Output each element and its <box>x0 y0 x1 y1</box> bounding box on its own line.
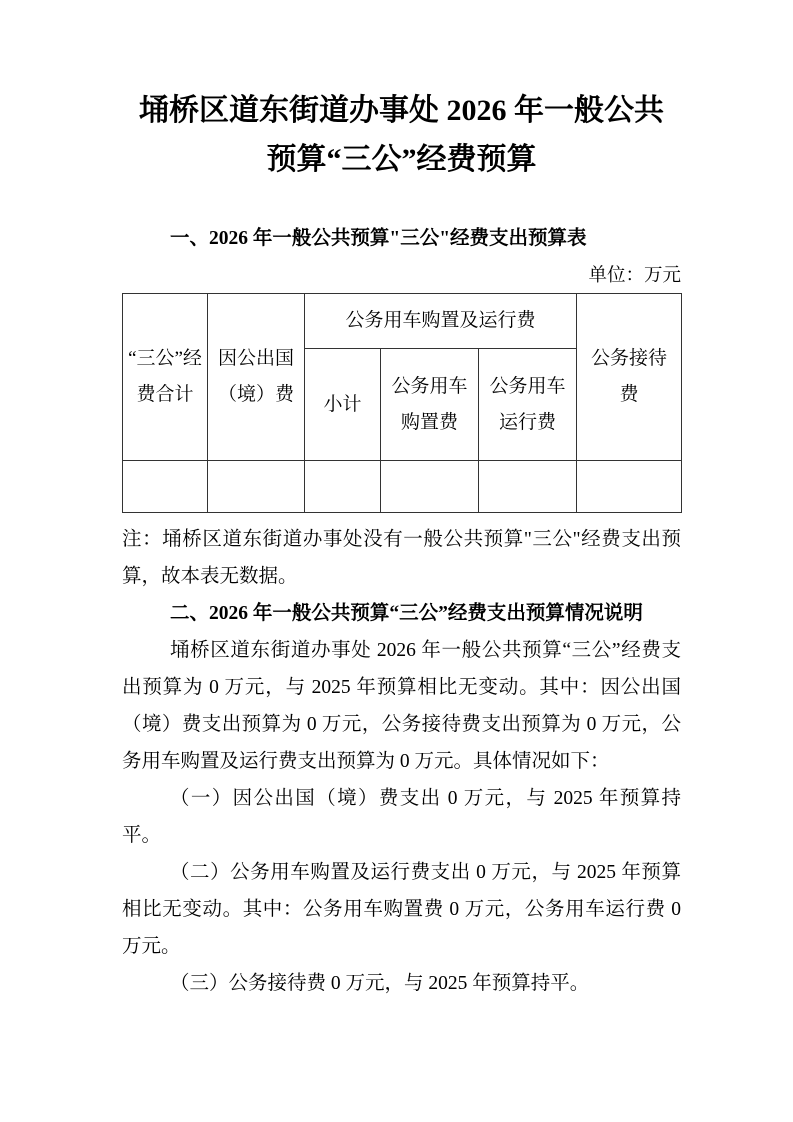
header-cell-sangong-total: “三公”经费合计 <box>123 294 208 461</box>
table-note: 注：埇桥区道东街道办事处没有一般公共预算"三公"经费支出预算，故本表无数据。 <box>122 529 681 587</box>
paragraph-item-3: （三）公务接待费 0 万元，与 2025 年预算持平。 <box>170 973 590 994</box>
header-cell-subtotal: 小计 <box>305 349 381 461</box>
table-row <box>123 461 682 513</box>
data-cell-subtotal <box>305 461 381 513</box>
header-cell-vehicle-purchase: 公务用车购置费 <box>381 349 479 461</box>
data-cell-sangong-total <box>123 461 208 513</box>
data-cell-vehicle-operation <box>479 461 577 513</box>
section1-heading: 一、2026 年一般公共预算"三公"经费支出预算表 <box>170 228 587 249</box>
unit-label: 单位：万元 <box>588 266 681 286</box>
data-cell-vehicle-purchase <box>381 461 479 513</box>
paragraph-item-2: （二）公务用车购置及运行费支出 0 万元，与 2025 年预算相比无变动。其中：公务用车购置费 0 万元，公务用车运行费 0 万元。 <box>122 862 681 957</box>
data-cell-reception-fee <box>577 461 682 513</box>
header-cell-vehicle-group: 公务用车购置及运行费 <box>305 294 577 349</box>
header-cell-abroad-fee: 因公出国（境）费 <box>208 294 305 461</box>
title-line-1: 埇桥区道东街道办事处 2026 年一般公共 <box>139 94 664 127</box>
title-line-2: 预算“三公”经费预算 <box>266 143 537 176</box>
section2-heading: 二、2026 年一般公共预算“三公”经费支出预算情况说明 <box>170 603 643 624</box>
header-cell-reception-fee: 公务接待费 <box>577 294 682 461</box>
document-title <box>122 86 681 184</box>
paragraph-summary: 埇桥区道东街道办事处 2026 年一般公共预算“三公”经费支出预算为 0 万元，与 2025 年预算相比无变动。其中：因公出国（境）费支出预算为 0 万元，公务接待费支出预算为 0 万元，公务用车购置及运行费支出预算为 0 万元。具体情况如下： <box>122 640 681 772</box>
header-cell-vehicle-operation: 公务用车运行费 <box>479 349 577 461</box>
data-cell-abroad-fee <box>208 461 305 513</box>
paragraph-item-1: （一）因公出国（境）费支出 0 万元，与 2025 年预算持平。 <box>122 788 681 846</box>
table-header-row-1 <box>123 294 682 349</box>
budget-table <box>122 293 682 513</box>
